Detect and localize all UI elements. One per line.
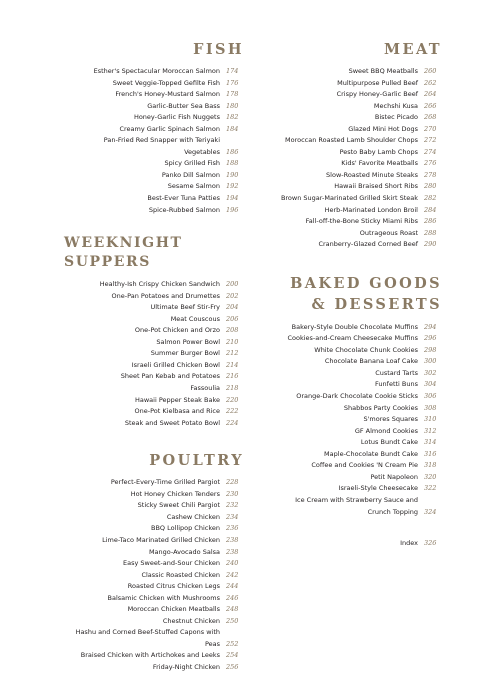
entry-title: Salmon Power Bowl [156, 337, 220, 346]
entry-page-number: 286 [424, 217, 437, 226]
toc-entry[interactable] [64, 78, 244, 90]
entry-page-number: 302 [424, 368, 437, 377]
section-title-line-2: & DESSERTS [311, 295, 442, 313]
toc-entry[interactable] [64, 650, 244, 662]
entry-page-number: 274 [424, 147, 437, 156]
entry-page-number: 304 [424, 380, 437, 389]
entry-page-number: 282 [424, 194, 437, 203]
entry-page-number: 204 [226, 303, 239, 312]
entry-title: Pan-Fried Red Snapper with Teriyaki Vegetables [103, 136, 220, 156]
entry-title: One-Pot Chicken and Orzo [134, 326, 220, 335]
toc-entry[interactable] [64, 558, 244, 570]
entry-title: Kids' Favorite Meatballs [341, 159, 418, 168]
entry-title: White Chocolate Chunk Cookies [314, 345, 418, 354]
fish-list [64, 66, 244, 216]
entry-page-number: 308 [424, 403, 437, 412]
entry-page-number: 174 [226, 67, 239, 75]
entry-page-number: 222 [226, 407, 239, 416]
toc-entry[interactable] [64, 547, 244, 559]
section-title-line-1: BAKED GOODS [290, 274, 442, 292]
toc-entry[interactable] [64, 395, 244, 407]
toc-entry[interactable] [282, 101, 442, 113]
entry-title: Esther's Spectacular Moroccan Salmon [93, 67, 220, 75]
toc-entry[interactable] [64, 279, 244, 291]
entry-page-number: 186 [226, 147, 239, 156]
entry-title: Custard Tarts [375, 368, 418, 377]
entry-title: Creamy Garlic Spinach Salmon [119, 124, 220, 133]
entry-title: Moroccan Chicken Meatballs [127, 605, 220, 614]
entry-title: Easy Sweet-and-Sour Chicken [123, 559, 220, 568]
toc-entry[interactable] [282, 147, 442, 159]
entry-page-number: 202 [226, 291, 239, 300]
entry-title: Perfect-Every-Time Grilled Pargiot [110, 478, 220, 487]
toc-entry[interactable] [282, 449, 442, 461]
section-title-meat: MEAT [384, 41, 442, 58]
entry-page-number: 238 [226, 547, 239, 556]
toc-entry[interactable] [282, 239, 442, 251]
entry-title: French's Honey-Mustard Salmon [115, 90, 220, 99]
toc-entry[interactable] [282, 228, 442, 240]
toc-entry[interactable] [282, 368, 442, 380]
entry-page-number: 294 [424, 322, 437, 331]
toc-entry[interactable] [64, 383, 244, 395]
toc-entry[interactable] [64, 604, 244, 616]
entry-title: Coffee and Cookies 'N Cream Pie [311, 461, 418, 470]
entry-page-number: 216 [226, 372, 239, 381]
toc-entry[interactable] [282, 356, 442, 368]
toc-entry[interactable] [282, 495, 442, 518]
section-title-baked-goods-desserts [282, 273, 442, 315]
entry-title: BBQ Lollipop Chicken [151, 524, 220, 533]
entry-title: Cranberry-Glazed Corned Beef [318, 240, 418, 249]
entry-page-number: 262 [424, 78, 437, 87]
entry-title: Fassoulia [190, 384, 220, 393]
entry-page-number: 230 [226, 489, 239, 498]
weeknight-suppers-list [64, 279, 244, 429]
entry-title: Panko Dill Salmon [161, 170, 220, 179]
entry-title: Honey-Garlic Fish Nuggets [133, 113, 220, 122]
toc-entry[interactable] [64, 581, 244, 593]
toc-entry[interactable] [64, 66, 244, 78]
entry-page-number: 280 [424, 182, 437, 191]
entry-page-number: 318 [424, 461, 437, 470]
entry-page-number: 234 [226, 512, 239, 521]
entry-page-number: 320 [424, 472, 437, 481]
entry-title: Roasted Citrus Chicken Legs [127, 582, 220, 591]
toc-entry[interactable] [282, 158, 442, 170]
entry-page-number: 270 [424, 124, 437, 133]
entry-page-number: 250 [226, 616, 239, 625]
toc-entry[interactable] [282, 379, 442, 391]
entry-title: Ice Cream with Strawberry Sauce and Crunch Topping [295, 495, 418, 516]
entry-title: Chestnut Chicken [162, 616, 220, 625]
entry-page-number: 190 [226, 170, 239, 179]
entry-title: Moroccan Roasted Lamb Shoulder Chops [284, 136, 418, 145]
entry-title: Spice-Rubbed Salmon [148, 205, 220, 214]
entry-title: Sweet BBQ Meatballs [348, 67, 418, 75]
toc-entry[interactable] [282, 414, 442, 426]
entry-title: GF Almond Cookies [354, 426, 418, 435]
toc-entry[interactable] [282, 89, 442, 101]
right-column [282, 40, 442, 550]
entry-page-number: 206 [226, 314, 239, 323]
poultry-list [64, 477, 244, 673]
toc-entry[interactable] [64, 360, 244, 372]
entry-title: Orange-Dark Chocolate Cookie Sticks [296, 392, 418, 401]
toc-entry[interactable] [282, 333, 442, 345]
entry-page-number: 324 [424, 507, 437, 516]
entry-page-number: 300 [424, 357, 437, 366]
entry-title: Cookies-and-Cream Cheesecake Muffins [287, 334, 418, 343]
toc-entry[interactable] [282, 216, 442, 228]
toc-entry[interactable] [64, 500, 244, 512]
entry-title: Slow-Roasted Minute Steaks [326, 170, 418, 179]
entry-page-number: 238 [226, 535, 239, 544]
entry-page-number: 296 [424, 334, 437, 343]
entry-page-number: 254 [226, 651, 239, 660]
toc-entry[interactable] [64, 627, 244, 650]
entry-page-number: 298 [424, 345, 437, 354]
entry-page-number: 314 [424, 438, 437, 447]
toc-entry[interactable] [64, 291, 244, 303]
entry-title: Chocolate Banana Loaf Cake [324, 357, 418, 366]
toc-entry[interactable] [64, 101, 244, 113]
toc-entry[interactable] [64, 302, 244, 314]
toc-entry[interactable] [282, 112, 442, 124]
toc-entry[interactable] [64, 205, 244, 217]
entry-title: Braised Chicken with Artichokes and Leeks [80, 651, 220, 660]
toc-entry[interactable] [282, 124, 442, 136]
toc-entry[interactable] [64, 570, 244, 582]
baked-goods-list [282, 322, 442, 518]
entry-page-number: 212 [226, 349, 239, 358]
toc-entry[interactable] [64, 337, 244, 349]
entry-page-number: 176 [226, 78, 239, 87]
toc-entry[interactable] [282, 78, 442, 90]
toc-entry[interactable] [64, 489, 244, 501]
entry-title: Hawaii Pepper Steak Bake [135, 395, 220, 404]
entry-page-number: 228 [226, 478, 239, 487]
entry-title: Herb-Marinated London Broil [324, 205, 418, 214]
entry-page-number: 218 [226, 384, 239, 393]
toc-entry[interactable] [282, 66, 442, 78]
entry-page-number: 276 [424, 159, 437, 168]
entry-title: Funfetti Buns [375, 380, 418, 389]
entry-page-number: 194 [226, 194, 239, 203]
entry-title: Multipurpose Pulled Beef [337, 78, 418, 87]
toc-entry[interactable] [282, 193, 442, 205]
entry-title: Sheet Pan Kebab and Potatoes [120, 372, 220, 381]
toc-entry[interactable] [282, 483, 442, 495]
entry-title: Lime-Taco Marinated Grilled Chicken [102, 535, 220, 544]
entry-page-number: 266 [424, 101, 437, 110]
toc-entry[interactable] [64, 406, 244, 418]
entry-title: Sticky Sweet Chili Pargiot [137, 501, 220, 510]
entry-page-number: 214 [226, 360, 239, 369]
entry-title: Mechshi Kusa [373, 101, 418, 110]
toc-entry[interactable] [64, 314, 244, 326]
entry-title: Steak and Sweet Potato Bowl [124, 418, 220, 427]
entry-title: One-Pan Potatoes and Drumettes [111, 291, 220, 300]
entry-page-number: 210 [226, 337, 239, 346]
entry-page-number: 188 [226, 159, 239, 168]
toc-entry[interactable] [64, 371, 244, 383]
entry-title: Outrageous Roast [359, 228, 418, 237]
entry-page-number: 232 [226, 501, 239, 510]
toc-entry[interactable] [64, 512, 244, 524]
entry-title: Friday-Night Chicken [152, 662, 220, 671]
toc-entry[interactable] [282, 322, 442, 334]
toc-entry[interactable] [64, 616, 244, 628]
entry-page-number: 236 [226, 524, 239, 533]
entry-title: One-Pot Kielbasa and Rice [134, 407, 220, 416]
entry-title: Petit Napoleon [370, 472, 418, 481]
entry-page-number: 278 [424, 170, 437, 179]
entry-title: Spicy Grilled Fish [164, 159, 220, 168]
entry-page-number: 288 [424, 228, 437, 237]
toc-entry[interactable] [282, 426, 442, 438]
entry-page-number: 224 [226, 418, 239, 427]
entry-title: Israeli-Style Cheesecake [338, 484, 418, 493]
entry-title: Pesto Baby Lamb Chops [339, 147, 418, 156]
entry-page-number: 246 [226, 593, 239, 602]
entry-title: Best-Ever Tuna Patties [147, 194, 220, 203]
toc-entry[interactable] [282, 205, 442, 217]
entry-title: Crispy Honey-Garlic Beef [336, 90, 418, 99]
entry-page-number: 244 [226, 582, 239, 591]
entry-page-number: 260 [424, 67, 437, 75]
entry-title: Bistec Picado [374, 113, 418, 122]
toc-entry[interactable] [64, 325, 244, 337]
toc-entry[interactable] [64, 181, 244, 193]
toc-entry[interactable] [282, 437, 442, 449]
entry-title: Glazed Mini Hot Dogs [348, 124, 418, 133]
entry-page-number: 326 [424, 539, 437, 548]
entry-title: Maple-Chocolate Bundt Cake [324, 449, 418, 458]
entry-title: Israeli Grilled Chicken Bowl [131, 360, 220, 369]
toc-entry[interactable] [282, 391, 442, 403]
entry-title: Index [400, 539, 418, 548]
toc-entry[interactable] [64, 89, 244, 101]
toc-entry[interactable] [282, 135, 442, 147]
entry-title: Hot Honey Chicken Tenders [130, 489, 220, 498]
toc-entry[interactable] [64, 593, 244, 605]
entry-page-number: 220 [226, 395, 239, 404]
entry-page-number: 200 [226, 280, 239, 289]
entry-title: Ultimate Beef Stir-Fry [150, 303, 220, 312]
entry-page-number: 192 [226, 182, 239, 191]
entry-title: S'mores Squares [363, 415, 418, 424]
entry-page-number: 184 [226, 124, 239, 133]
entry-title: Lotus Bundt Cake [360, 438, 418, 447]
toc-entry[interactable] [282, 403, 442, 415]
toc-entry[interactable] [282, 472, 442, 484]
toc-entry-index[interactable] [282, 538, 442, 550]
entry-page-number: 178 [226, 90, 239, 99]
entry-title: Shabbos Party Cookies [343, 403, 418, 412]
toc-entry[interactable] [64, 158, 244, 170]
entry-page-number: 248 [226, 605, 239, 614]
entry-title: Meat Couscous [170, 314, 220, 323]
entry-page-number: 208 [226, 326, 239, 335]
toc-entry[interactable] [64, 193, 244, 205]
entry-title: Sesame Salmon [167, 182, 220, 191]
section-title-weeknight-suppers: WEEKNIGHT SUPPERS [64, 235, 183, 271]
toc-entry[interactable] [64, 523, 244, 535]
toc-entry[interactable] [64, 112, 244, 124]
entry-page-number: 268 [424, 113, 437, 122]
toc-entry[interactable] [64, 418, 244, 430]
entry-title: Garlic-Butter Sea Bass [147, 101, 220, 110]
entry-page-number: 252 [226, 639, 239, 648]
section-title-fish: FISH [193, 41, 244, 58]
toc-entry[interactable] [282, 345, 442, 357]
entry-page-number: 322 [424, 484, 437, 493]
entry-title: Balsamic Chicken with Mushrooms [107, 593, 220, 602]
entry-page-number: 316 [424, 449, 437, 458]
entry-page-number: 256 [226, 662, 239, 671]
index-list [282, 538, 442, 550]
toc-entry[interactable] [282, 181, 442, 193]
entry-page-number: 240 [226, 559, 239, 568]
entry-page-number: 272 [424, 136, 437, 145]
entry-page-number: 284 [424, 205, 437, 214]
toc-entry[interactable] [64, 135, 244, 158]
toc-entry[interactable] [64, 477, 244, 489]
entry-page-number: 312 [424, 426, 437, 435]
entry-page-number: 180 [226, 101, 239, 110]
entry-title: Hashu and Corned Beef-Stuffed Capons with Peas [75, 628, 220, 648]
entry-page-number: 242 [226, 570, 239, 579]
entry-title: Healthy-Ish Crispy Chicken Sandwich [99, 280, 220, 289]
toc-entry[interactable] [282, 460, 442, 472]
entry-page-number: 310 [424, 415, 437, 424]
left-column [64, 40, 244, 674]
entry-page-number: 264 [424, 90, 437, 99]
toc-entry[interactable] [64, 124, 244, 136]
entry-page-number: 306 [424, 392, 437, 401]
entry-title: Bakery-Style Double Chocolate Muffins [291, 322, 418, 331]
entry-title: Sweet Veggie-Topped Gefilte Fish [112, 78, 220, 87]
section-title-poultry: POULTRY [149, 452, 244, 470]
toc-entry[interactable] [64, 348, 244, 360]
entry-title: Brown Sugar-Marinated Grilled Skirt Steak [280, 194, 418, 203]
entry-title: Classic Roasted Chicken [141, 570, 220, 579]
toc-entry[interactable] [64, 535, 244, 547]
toc-entry[interactable] [64, 662, 244, 674]
entry-title: Fall-off-the-Bone Sticky Miami Ribs [305, 217, 418, 226]
entry-title: Cashew Chicken [166, 512, 220, 521]
entry-title: Mango-Avocado Salsa [148, 547, 220, 556]
entry-page-number: 196 [226, 205, 239, 214]
entry-title: Hawaii Braised Short Ribs [334, 182, 418, 191]
entry-page-number: 182 [226, 113, 239, 122]
toc-entry[interactable] [282, 170, 442, 182]
toc-entry[interactable] [64, 170, 244, 182]
entry-title: Summer Burger Bowl [150, 349, 220, 358]
meat-list [282, 66, 442, 251]
entry-page-number: 290 [424, 240, 437, 249]
